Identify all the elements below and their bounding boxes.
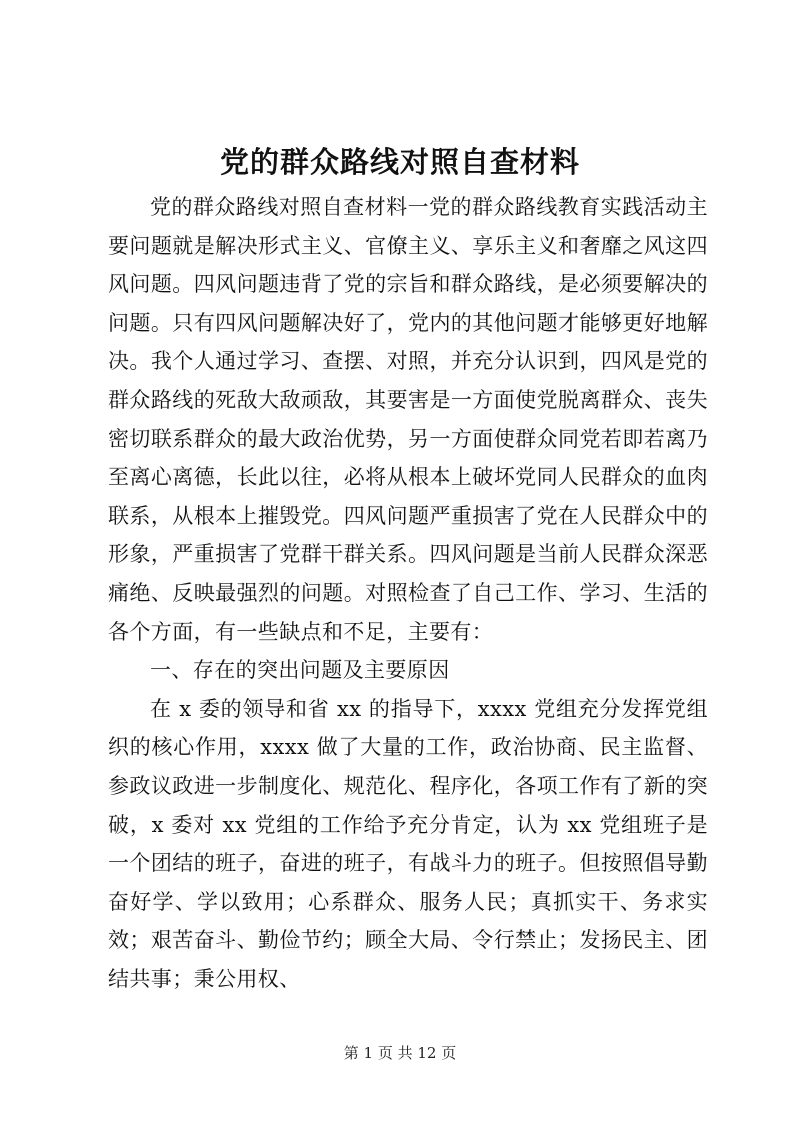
paragraph-intro: 党的群众路线对照自查材料一党的群众路线教育实践活动主要问题就是解决形式主义、官僚主义、享乐主义和奢靡之风这四风问题。四风问题违背了党的宗旨和群众路线，是必须要解决的问题。只有四风问题解决好了，党内的其他问题才能够更好地解决。我个人通过学习、查摆、对照，并充分认识到，四风是党的群众路线的死敌大敌顽敌，其要害是一方面使党脱离群众、丧失密切联系群众的最大政治优势，另一方面使群众同党若即若离乃至离心离德，长此以往，必将从根本上破坏党同人民群众的血肉联系，从根本上摧毁党。四风问题严重损害了党在人民群众中的形象，严重损害了党群干群关系。四风问题是当前人民群众深恶痛绝、反映最强烈的问题。对照检查了自己工作、学习、生活的各个方面，有一些缺点和不足，主要有： xyxy=(108,195,708,644)
paragraph-situation: 在 x 委的领导和省 xx 的指导下，xxxx 党组充分发挥党组织的核心作用，xxxx 做了大量的工作，政治协商、民主监督、参政议政进一步制度化、规范化、程序化，各项工作有了新的突破，x 委对 xx 党组的工作给予充分肯定，认为 xx 党组班子是一个团结的班子，奋进的班子，有战斗力的班子。但按照倡导勤奋好学、学以致用；心系群众、服务人民；真抓实干、务求实效；艰苦奋斗、勤俭节约；顾全大局、令行禁止；发扬民主、团结共事；秉公用权、 xyxy=(108,696,708,991)
document-title: 党的群众路线对照自查材料 xyxy=(219,145,580,179)
page-footer: 第 1 页 共 12 页 xyxy=(343,1044,457,1062)
section-heading: 一、存在的突出问题及主要原因 xyxy=(150,658,450,683)
document-body xyxy=(108,188,708,998)
